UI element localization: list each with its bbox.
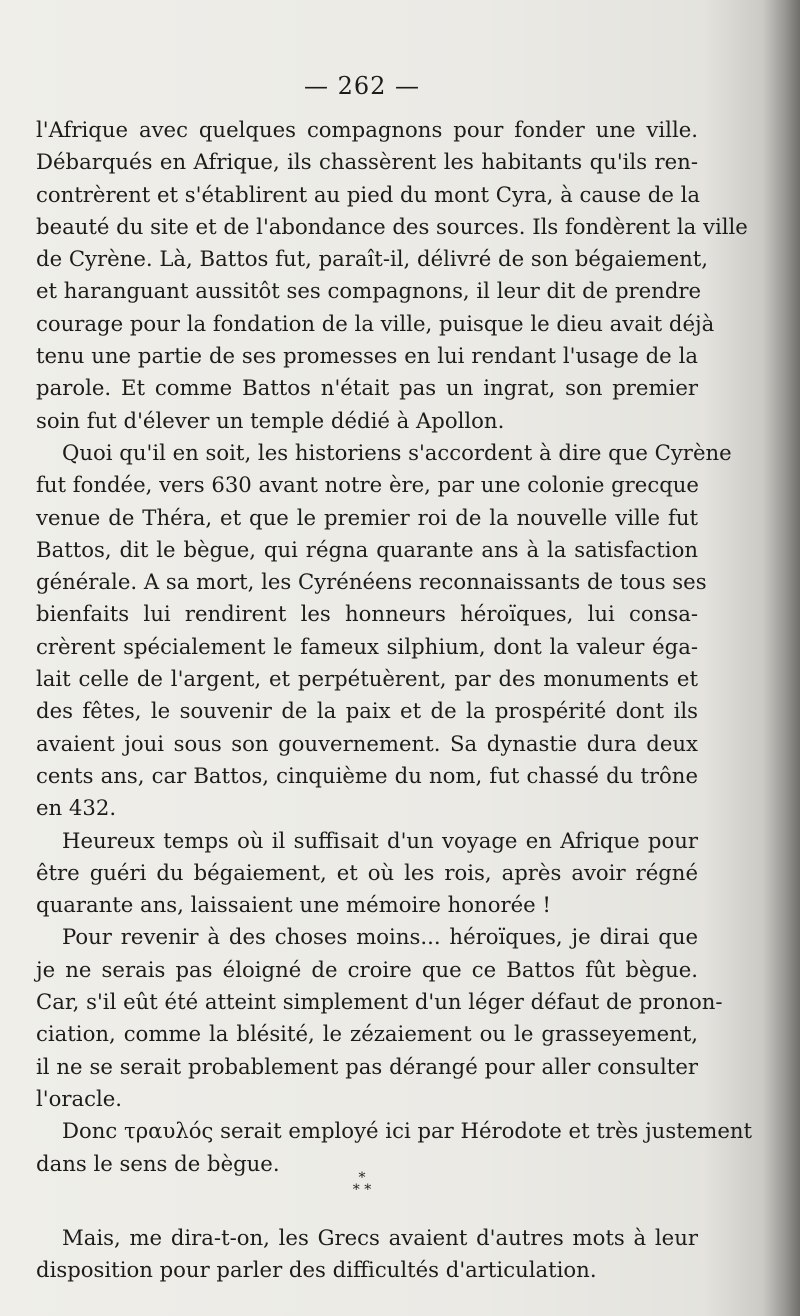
body-text <box>36 114 753 1180</box>
text-line: des fêtes, le souvenir de la paix et de la prospérité dont ils <box>36 698 698 724</box>
text-line: tenu une partie de ses promesses en lui rendant l'usage de la <box>36 343 698 369</box>
text-line: lait celle de l'argent, et perpétuèrent, par des monuments et <box>36 666 698 692</box>
text-line: bienfaits lui rendirent les honneurs héroïques, lui consa- <box>36 601 698 627</box>
text-line: en 432. <box>36 795 117 821</box>
text-line: l'Afrique avec quelques compagnons pour fonder une ville. <box>36 117 698 142</box>
section-separator <box>0 1172 724 1196</box>
text-line: Car, s'il eût été atteint simplement d'un léger défaut de pronon- <box>36 989 723 1015</box>
text-line: beauté du site et de l'abondance des sources. Ils fondèrent la ville <box>36 213 748 239</box>
text-line: je ne serais pas éloigné de croire que ce Battos fût bègue. <box>36 956 698 982</box>
text-line: Pour revenir à des choses moins... héroïques, je dirai que <box>62 924 698 950</box>
page-spine-shadow <box>762 0 800 1316</box>
page-number: — 262 — <box>303 72 421 100</box>
paragraph-2 <box>36 437 732 825</box>
text-line: Quoi qu'il en soit, les historiens s'accordent à dire que Cyrène <box>62 439 732 465</box>
separator-star-top: * <box>358 1170 366 1186</box>
text-line: soin fut d'élever un temple dédié à Apollon. <box>36 407 505 433</box>
text-line: quarante ans, laissaient une mémoire honorée ! <box>36 892 551 918</box>
text-line: Heureux temps où il suffisait d'un voyage en Afrique pour <box>62 827 698 853</box>
text-line: contrèrent et s'établirent au pied du mont Cyra, à cause de la <box>36 181 701 207</box>
text-line: l'oracle. <box>36 1085 123 1111</box>
text-line: dans le sens de bègue. <box>36 1150 280 1176</box>
text-line: Mais, me dira-t-on, les Grecs avaient d'autres mots à leur <box>62 1225 698 1250</box>
text-line: fut fondée, vers 630 avant notre ère, par une colonie grecque <box>36 472 699 498</box>
text-line: et haranguant aussitôt ses compagnons, il leur dit de prendre <box>36 278 702 304</box>
text-line: parole. Et comme Battos n'était pas un ingrat, son premier <box>36 375 698 401</box>
paragraph-6 <box>36 1222 698 1287</box>
separator-stars-bottom: * * <box>352 1182 372 1198</box>
text-line: cents ans, car Battos, cinquième du nom, fut chassé du trône <box>36 762 698 788</box>
text-line: de Cyrène. Là, Battos fut, paraît-il, délivré de son bégaiement, <box>36 246 709 272</box>
text-line: venue de Théra, et que le premier roi de la nouvelle ville fut <box>36 504 698 530</box>
text-line: Donc τραυλός serait employé ici par Hérodote et très justement <box>62 1118 753 1144</box>
paragraph-5 <box>36 1115 753 1180</box>
text-line: générale. A sa mort, les Cyrénéens reconnaissants de tous ses <box>36 569 707 595</box>
text-line: courage pour la fondation de la ville, puisque le dieu avait déjà <box>36 310 715 336</box>
text-line: disposition pour parler des difficultés d'articulation. <box>36 1257 597 1283</box>
text-line: Battos, dit le bègue, qui régna quarante ans à la satisfaction <box>36 536 698 562</box>
text-line: avaient joui sous son gouvernement. Sa dynastie dura deux <box>36 730 698 756</box>
text-line: crèrent spécialement le fameux silphium, dont la valeur éga- <box>36 633 698 659</box>
text-line: Débarqués en Afrique, ils chassèrent les habitants qu'ils ren- <box>36 149 698 175</box>
paragraph-1 <box>36 114 748 437</box>
text-line: être guéri du bégaiement, et où les rois, après avoir régné <box>36 859 698 885</box>
final-paragraph <box>36 1222 698 1287</box>
paragraph-4 <box>36 921 723 1115</box>
paragraph-3 <box>36 825 698 922</box>
text-line: il ne se serait probablement pas dérangé pour aller consulter <box>36 1053 698 1079</box>
text-line: ciation, comme la blésité, le zézaiement ou le grasseyement, <box>36 1021 698 1047</box>
